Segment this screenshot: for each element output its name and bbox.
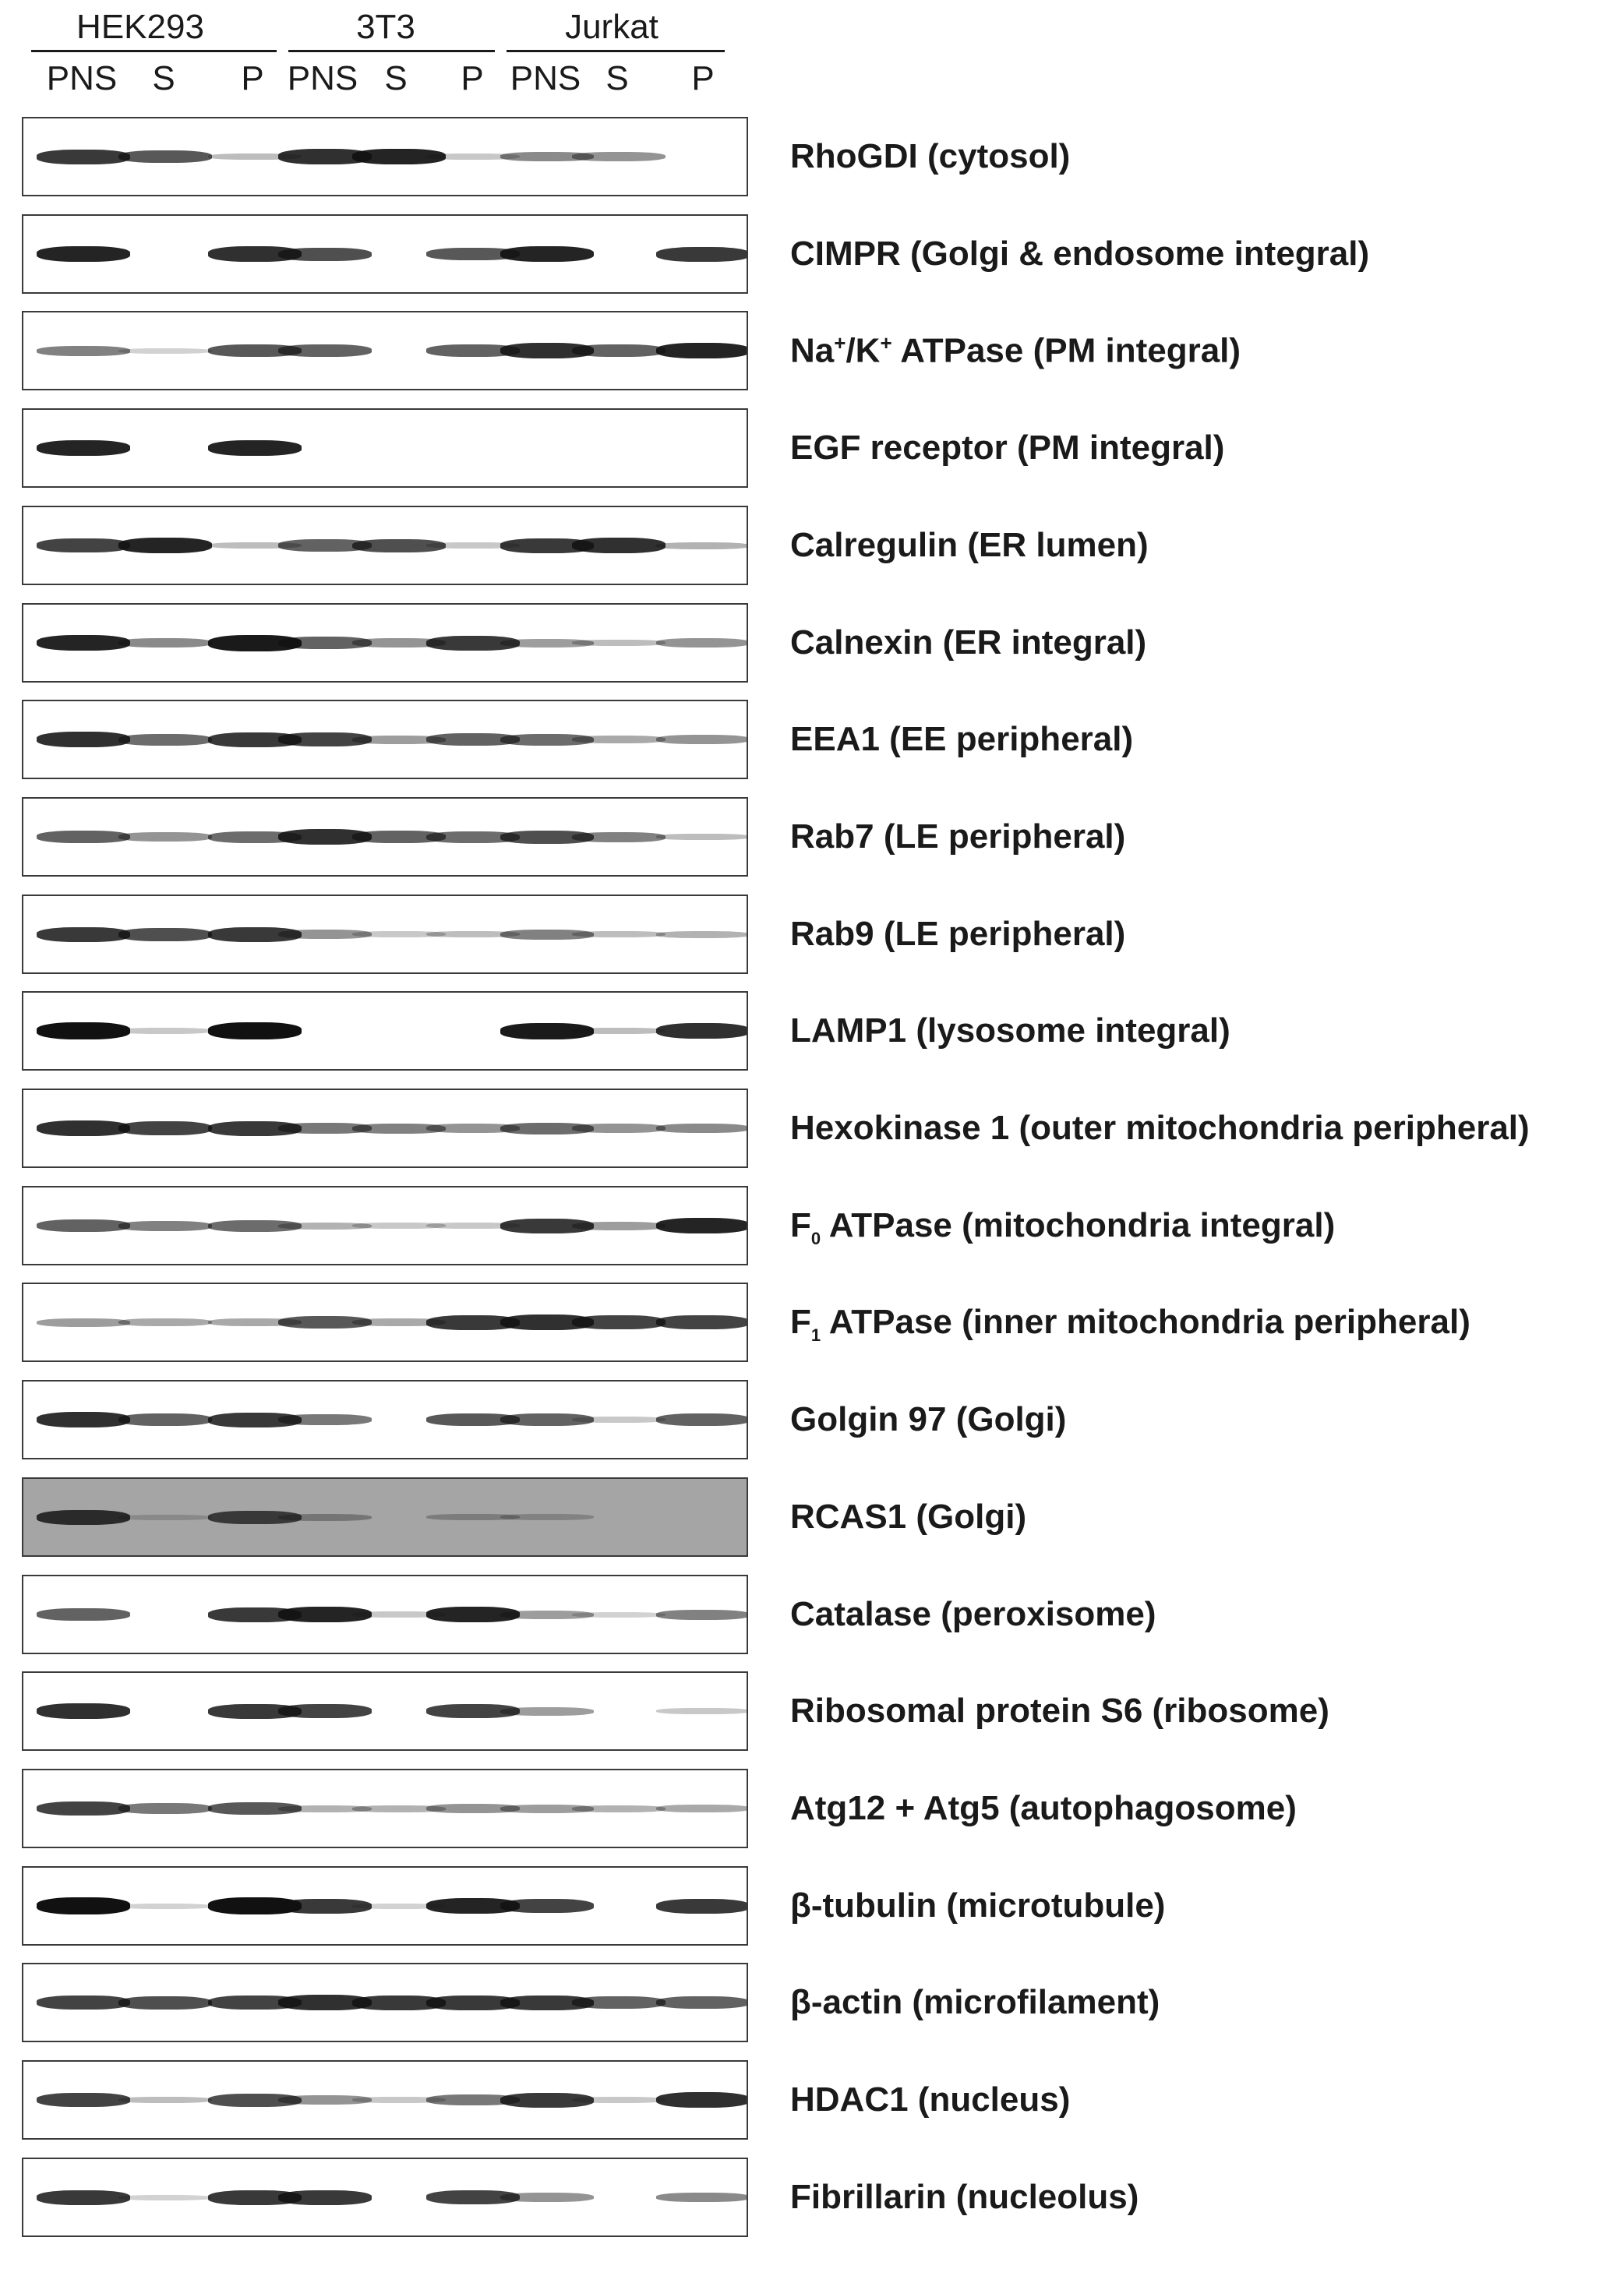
protein-band [37,927,130,942]
cell-line-jurkat: Jurkat [565,8,658,46]
blot-panel [22,1089,748,1168]
blot-panel [22,214,748,294]
protein-band [656,1218,748,1233]
protein-band [37,440,130,456]
protein-band [118,832,212,842]
protein-label: HDAC1 (nucleus) [790,2080,1071,2119]
protein-label: Fibrillarin (nucleolus) [790,2178,1139,2216]
protein-band [572,832,665,842]
protein-band [278,344,372,357]
blot-panel [22,1963,748,2042]
lane-label: PNS [287,59,358,97]
blot-panel [22,117,748,196]
lane-label: P [691,59,715,97]
protein-band [656,2193,748,2202]
protein-band [572,1805,665,1812]
blot-panel [22,506,748,585]
protein-label: RCAS1 (Golgi) [790,1498,1027,1536]
lane-label: P [461,59,484,97]
protein-band [37,1412,130,1427]
protein-band [118,1318,212,1326]
protein-band [118,928,212,941]
protein-band [572,640,665,646]
protein-band [37,346,130,356]
protein-band [118,2097,212,2103]
lane-label: S [152,59,175,97]
protein-band [37,1219,130,1232]
protein-band [656,247,748,262]
blot-panel [22,408,748,488]
protein-label: $F_1$ ATPase (inner mitochondria peripheral) [790,1303,1470,1345]
protein-band [656,1708,748,1714]
cell-line-divider-3t3 [288,50,495,52]
protein-band [37,732,130,747]
protein-band [37,150,130,164]
protein-band [656,834,748,840]
protein-label: Ribosomal protein S6 (ribosome) [790,1692,1329,1730]
protein-band [118,538,212,553]
cell-line-3t3: 3T3 [356,8,415,46]
protein-band [572,1028,665,1034]
blot-panel [22,603,748,683]
protein-label: CIMPR (Golgi & endosome integral) [790,235,1370,273]
blot-panel [22,1769,748,1848]
protein-band [118,1515,212,1520]
protein-band [37,2190,130,2205]
blot-panel [22,991,748,1071]
protein-band [572,1417,665,1423]
protein-band [37,246,130,262]
protein-band [656,1805,748,1812]
lane-label: S [605,59,629,97]
protein-band [656,1610,748,1620]
protein-label: Rab9 (LE peripheral) [790,915,1126,953]
blot-panel [22,1186,748,1265]
protein-label: β-tubulin (microtubule) [790,1886,1166,1925]
protein-band [500,246,594,262]
protein-band [118,150,212,163]
protein-band [572,1315,665,1329]
protein-band [572,344,665,357]
protein-band [656,2092,748,2108]
protein-band [278,1514,372,1521]
protein-label: EEA1 (EE peripheral) [790,720,1134,758]
protein-band [118,734,212,746]
blot-panel [22,895,748,974]
lane-label: PNS [46,59,118,97]
blot-panel [22,1477,748,1557]
protein-label: Hexokinase 1 (outer mitochondria peripheral) [790,1109,1530,1147]
protein-band [118,1121,212,1135]
protein-band [572,1612,665,1618]
protein-band [572,152,665,161]
protein-band [37,1703,130,1719]
lane-label: P [241,59,264,97]
blot-panel [22,1575,748,1654]
protein-band [278,248,372,261]
protein-band [118,1028,212,1034]
protein-band [656,343,748,358]
blot-panel [22,1283,748,1362]
protein-band [278,2190,372,2205]
protein-label: Na+/K+ ATPase (PM integral) [790,331,1241,370]
protein-band [37,538,130,552]
protein-band [572,1996,665,2009]
protein-band [208,1022,302,1039]
protein-band [37,635,130,651]
protein-band [656,1413,748,1426]
protein-band [278,1704,372,1718]
protein-band [37,1318,130,1327]
blot-panel [22,2158,748,2237]
blot-panel [22,311,748,390]
protein-band [656,542,748,549]
blot-panel [22,2060,748,2140]
protein-band [118,638,212,648]
protein-band [656,1996,748,2009]
protein-band [656,735,748,744]
protein-band [37,2093,130,2107]
protein-band [572,2097,665,2103]
cell-line-divider-jurkat [507,50,725,52]
lane-label: PNS [510,59,581,97]
protein-band [572,931,665,937]
protein-band [656,1124,748,1133]
lane-label: S [384,59,408,97]
protein-band [37,1801,130,1816]
protein-band [37,1120,130,1136]
protein-band [118,2195,212,2200]
protein-band [37,1897,130,1914]
protein-label: $F_0$ ATPase (mitochondria integral) [790,1206,1336,1248]
cell-line-divider-hek293 [31,50,277,52]
protein-label: LAMP1 (lysosome integral) [790,1011,1230,1050]
protein-band [118,1803,212,1814]
protein-band [500,1707,594,1716]
protein-band [278,1414,372,1425]
protein-label: Golgin 97 (Golgi) [790,1400,1067,1438]
blot-panel [22,1380,748,1459]
protein-band [37,831,130,843]
protein-band [118,1413,212,1426]
protein-band [118,1221,212,1231]
protein-band [656,931,748,938]
protein-band [118,1996,212,2010]
protein-band [656,638,748,648]
protein-band [118,348,212,354]
blot-panel [22,1671,748,1751]
protein-band [572,1124,665,1133]
protein-band [118,1904,212,1909]
protein-label: Calregulin (ER lumen) [790,526,1149,564]
protein-band [37,1608,130,1621]
blot-panel [22,700,748,779]
protein-band [656,1023,748,1039]
protein-band [208,440,302,456]
protein-label: EGF receptor (PM integral) [790,429,1225,467]
protein-band [500,1899,594,1913]
protein-band [572,1222,665,1230]
blot-panel [22,1866,748,1946]
protein-band [37,1996,130,2010]
protein-band [656,1315,748,1329]
protein-band [572,736,665,743]
protein-band [500,2193,594,2202]
lane-header [0,0,779,109]
protein-band [37,1022,130,1039]
protein-label: β-actin (microfilament) [790,1983,1160,2021]
protein-label: Catalase (peroxisome) [790,1595,1156,1633]
cell-line-hek293: HEK293 [76,8,204,46]
protein-band [500,1514,594,1520]
protein-band [572,538,665,553]
protein-band [37,1510,130,1525]
blot-panel [22,797,748,877]
protein-label: RhoGDI (cytosol) [790,137,1071,175]
protein-band [656,1899,748,1914]
protein-label: Rab7 (LE peripheral) [790,817,1126,856]
protein-label: Calnexin (ER integral) [790,623,1147,662]
protein-label: Atg12 + Atg5 (autophagosome) [790,1789,1297,1827]
